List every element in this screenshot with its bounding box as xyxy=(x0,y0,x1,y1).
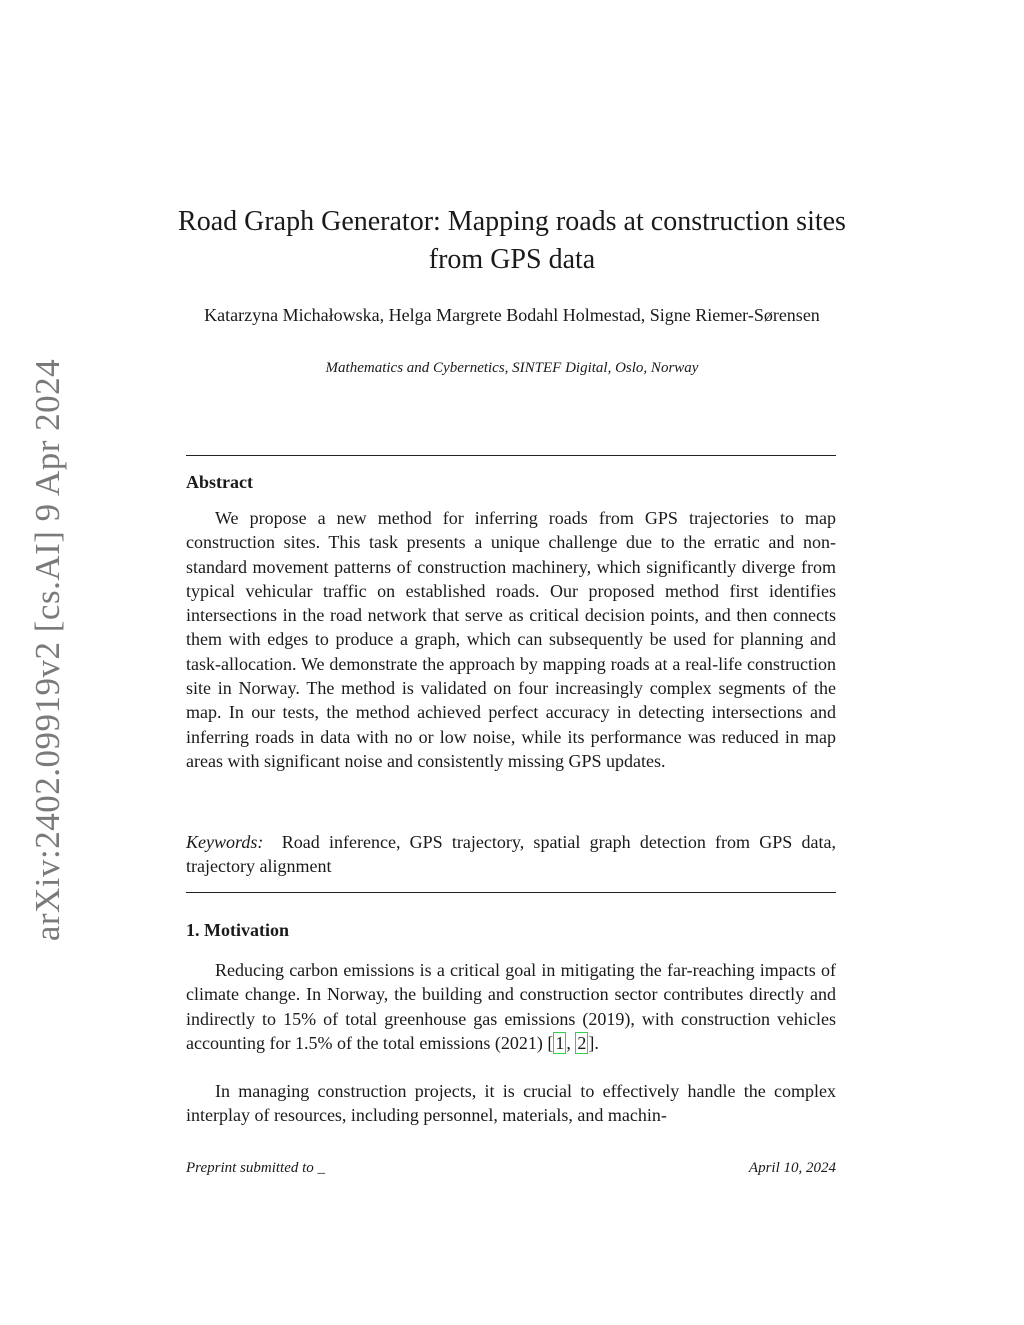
citation-separator: , xyxy=(566,1032,576,1053)
author-list: Katarzyna Michałowska, Helga Margrete Bodahl Holmestad, Signe Riemer-Sørensen xyxy=(204,305,820,325)
abstract-body: We propose a new method for inferring roads from GPS trajectories to map construction sites. This task presents a unique challenge due to the erratic and non-standard movement patterns of construction machinery, which significantly diverge from typical vehicular traffic on established roads. Our proposed method first identifies intersections in the road network that serve as critical decision points, and then connects them with edges to produce a graph, which can subsequently be used for planning and task-allocation. We demonstrate the approach by mapping roads at a real-life construction site in Norway. The method is validated on four increasingly complex segments of the map. In our tests, the method achieved perfect accuracy in detecting intersections and inferring roads in data with no or low noise, while its performance was reduced in map areas with significant noise and consistently missing GPS updates. xyxy=(186,508,836,771)
paragraph-end: ]. xyxy=(588,1032,599,1053)
affiliation: Mathematics and Cybernetics, SINTEF Digital, Oslo, Norway xyxy=(325,360,699,376)
footer-date: April 10, 2024 xyxy=(748,1160,836,1176)
footer-preprint-note: Preprint submitted to _ xyxy=(186,1160,326,1176)
keywords xyxy=(186,830,836,879)
page-footer xyxy=(186,1160,836,1177)
keywords-label: Keywords: xyxy=(186,832,264,852)
arxiv-identifier: arXiv:2402.09919v2 [cs.AI] 9 Apr 2024 xyxy=(28,358,67,942)
paragraph-text: Reducing carbon emissions is a critical goal in mitigating the far-reaching impacts of climate change. In Norway, the building and construction sector contributes directly and indirectly to 15% of total greenhouse gas emissions (2019), with construction vehicles accounting for 1.5% of the total emissions (2021) [ xyxy=(186,960,836,1053)
abstract-bottom-rule xyxy=(186,892,836,893)
arxiv-stamp xyxy=(18,358,78,942)
abstract-top-rule xyxy=(186,455,836,456)
abstract-heading: Abstract xyxy=(186,472,253,492)
citation-link-1[interactable]: 1 xyxy=(555,1032,565,1053)
motivation-paragraph-2: In managing construction projects, it is crucial to effectively handle the complex interplay of resources, including personnel, materials, and machin- xyxy=(186,1081,836,1126)
section-heading-motivation: 1. Motivation xyxy=(186,920,289,940)
paper-title: Road Graph Generator: Mapping roads at construction sites from GPS data xyxy=(178,206,846,275)
motivation-paragraph-1 xyxy=(186,958,836,1055)
citation-link-2[interactable]: 2 xyxy=(577,1032,587,1053)
keywords-text: Road inference, GPS trajectory, spatial graph detection from GPS data, trajectory alignment xyxy=(186,832,836,877)
